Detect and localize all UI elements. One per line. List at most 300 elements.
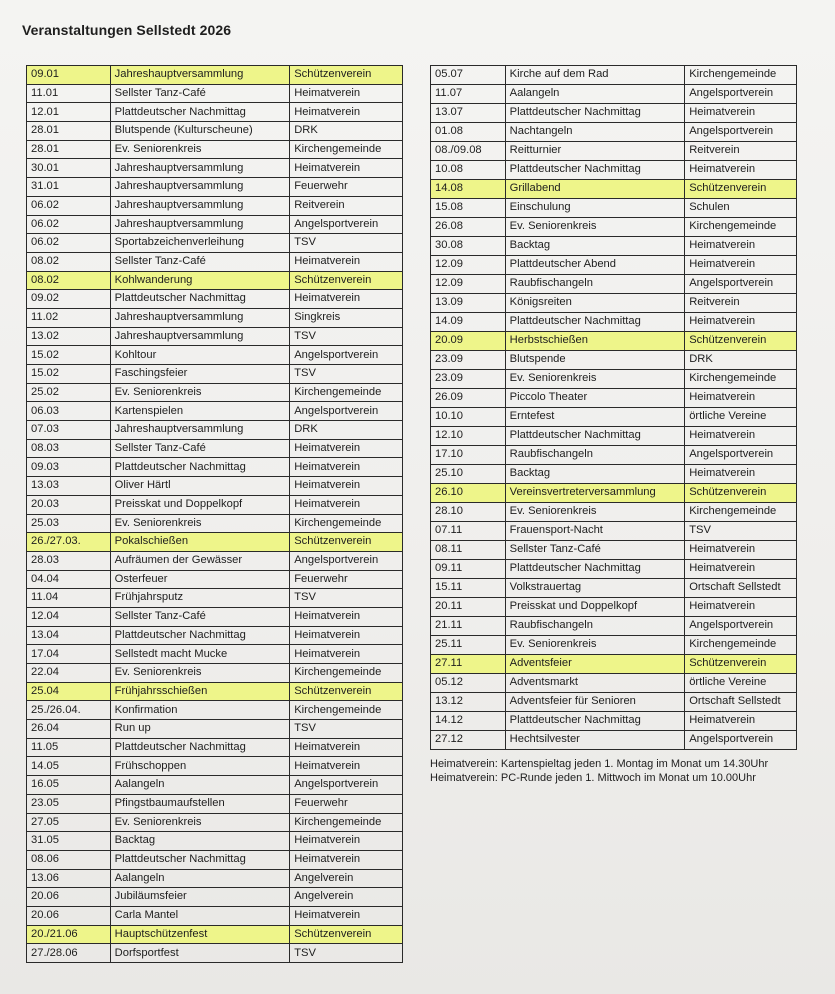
event-organizer: Schützenverein [290, 682, 403, 701]
event-organizer: Heimatverein [290, 458, 403, 477]
event-name: Ev. Seniorenkreis [505, 503, 685, 522]
event-date: 27./28.06 [27, 944, 111, 963]
event-date: 31.05 [27, 832, 111, 851]
event-organizer: Heimatverein [290, 439, 403, 458]
event-organizer: TSV [290, 589, 403, 608]
event-name: Aufräumen der Gewässer [110, 551, 290, 570]
event-organizer: örtliche Vereine [685, 408, 797, 427]
event-organizer: Heimatverein [290, 626, 403, 645]
event-name: Ev. Seniorenkreis [110, 140, 290, 159]
event-date: 11.05 [27, 738, 111, 757]
events-table-left [26, 65, 403, 963]
event-name: Königsreiten [505, 294, 685, 313]
event-date: 06.02 [27, 215, 111, 234]
event-date: 25./26.04. [27, 701, 111, 720]
event-date: 11.04 [27, 589, 111, 608]
event-date: 20.09 [431, 332, 506, 351]
table-row [27, 122, 403, 141]
event-date: 08.02 [27, 252, 111, 271]
event-date: 06.03 [27, 402, 111, 421]
event-organizer: Kirchengemeinde [290, 514, 403, 533]
event-organizer: Angelsportverein [685, 731, 797, 750]
table-row [431, 237, 797, 256]
event-name: Jahreshauptversammlung [110, 196, 290, 215]
event-name: Ev. Seniorenkreis [110, 514, 290, 533]
table-row [431, 180, 797, 199]
event-date: 17.10 [431, 446, 506, 465]
event-name: Sellster Tanz-Café [110, 252, 290, 271]
event-name: Sellster Tanz-Café [505, 541, 685, 560]
event-date: 13.09 [431, 294, 506, 313]
event-date: 01.08 [431, 123, 506, 142]
event-date: 25.11 [431, 636, 506, 655]
event-name: Plattdeutscher Nachmittag [505, 161, 685, 180]
event-organizer: Heimatverein [685, 541, 797, 560]
table-row [27, 626, 403, 645]
event-organizer: Angelsportverein [290, 776, 403, 795]
event-date: 07.11 [431, 522, 506, 541]
event-date: 14.09 [431, 313, 506, 332]
table-row [431, 332, 797, 351]
event-name: Dorfsportfest [110, 944, 290, 963]
event-name: Sportabzeichenverleihung [110, 234, 290, 253]
table-row [431, 446, 797, 465]
event-organizer: TSV [290, 720, 403, 739]
event-date: 12.09 [431, 275, 506, 294]
table-row [431, 427, 797, 446]
table-row [431, 484, 797, 503]
event-name: Kohlwanderung [110, 271, 290, 290]
event-name: Kartenspielen [110, 402, 290, 421]
event-name: Jubiläumsfeier [110, 888, 290, 907]
event-name: Sellster Tanz-Café [110, 439, 290, 458]
event-date: 12.01 [27, 103, 111, 122]
event-organizer: örtliche Vereine [685, 674, 797, 693]
event-name: Pfingstbaumaufstellen [110, 794, 290, 813]
event-organizer: Schulen [685, 199, 797, 218]
notes [430, 757, 768, 785]
event-date: 15.08 [431, 199, 506, 218]
event-name: Plattdeutscher Nachmittag [110, 458, 290, 477]
event-name: Plattdeutscher Nachmittag [110, 103, 290, 122]
event-name: Osterfeuer [110, 570, 290, 589]
event-date: 20.03 [27, 495, 111, 514]
event-name: Einschulung [505, 199, 685, 218]
event-organizer: Heimatverein [290, 757, 403, 776]
event-name: Faschingsfeier [110, 365, 290, 384]
event-date: 20.06 [27, 906, 111, 925]
table-row [431, 655, 797, 674]
event-date: 05.07 [431, 66, 506, 85]
table-row [27, 271, 403, 290]
event-date: 11.02 [27, 308, 111, 327]
event-organizer: Heimatverein [290, 103, 403, 122]
table-row [27, 720, 403, 739]
table-row [431, 674, 797, 693]
table-row [431, 294, 797, 313]
events-table-left-body [27, 66, 403, 963]
event-name: Plattdeutscher Nachmittag [505, 712, 685, 731]
table-row [27, 570, 403, 589]
event-date: 27.12 [431, 731, 506, 750]
event-date: 20./21.06 [27, 925, 111, 944]
event-date: 08./09.08 [431, 142, 506, 161]
table-row [431, 579, 797, 598]
table-row [431, 560, 797, 579]
event-name: Hechtsilvester [505, 731, 685, 750]
event-organizer: Angelsportverein [290, 402, 403, 421]
event-organizer: Heimatverein [290, 906, 403, 925]
table-row [431, 275, 797, 294]
event-organizer: Singkreis [290, 308, 403, 327]
event-date: 08.11 [431, 541, 506, 560]
event-date: 20.06 [27, 888, 111, 907]
note-line: Heimatverein: PC-Runde jeden 1. Mittwoch im Monat um 10.00Uhr [430, 772, 756, 784]
table-row [27, 776, 403, 795]
table-row [27, 850, 403, 869]
table-row [27, 906, 403, 925]
event-name: Plattdeutscher Nachmittag [505, 560, 685, 579]
table-row [27, 308, 403, 327]
event-name: Backtag [110, 832, 290, 851]
table-row [27, 402, 403, 421]
event-date: 08.03 [27, 439, 111, 458]
event-organizer: Kirchengemeinde [290, 664, 403, 683]
event-organizer: Schützenverein [685, 484, 797, 503]
event-date: 09.02 [27, 290, 111, 309]
event-organizer: Feuerwehr [290, 178, 403, 197]
event-organizer: Heimatverein [685, 389, 797, 408]
table-row [27, 84, 403, 103]
event-organizer: Heimatverein [685, 465, 797, 484]
event-name: Sellstedt macht Mucke [110, 645, 290, 664]
event-organizer: Heimatverein [290, 159, 403, 178]
event-organizer: Heimatverein [685, 256, 797, 275]
event-date: 22.04 [27, 664, 111, 683]
event-date: 12.10 [431, 427, 506, 446]
table-row [431, 693, 797, 712]
table-row [27, 664, 403, 683]
table-row [431, 104, 797, 123]
event-date: 09.01 [27, 66, 111, 85]
table-row [27, 794, 403, 813]
event-name: Sellster Tanz-Café [110, 84, 290, 103]
table-row [27, 383, 403, 402]
table-row [431, 522, 797, 541]
event-name: Raubfischangeln [505, 275, 685, 294]
table-row [27, 140, 403, 159]
table-row [431, 389, 797, 408]
event-name: Ev. Seniorenkreis [110, 813, 290, 832]
event-organizer: Kirchengemeinde [290, 813, 403, 832]
event-organizer: Heimatverein [685, 104, 797, 123]
event-organizer: Heimatverein [290, 84, 403, 103]
event-organizer: Angelsportverein [685, 123, 797, 142]
table-row [431, 503, 797, 522]
event-name: Raubfischangeln [505, 446, 685, 465]
event-organizer: Schützenverein [685, 180, 797, 199]
event-name: Herbstschießen [505, 332, 685, 351]
event-organizer: Heimatverein [290, 290, 403, 309]
table-row [27, 495, 403, 514]
event-date: 15.02 [27, 346, 111, 365]
event-name: Grillabend [505, 180, 685, 199]
table-row [431, 351, 797, 370]
table-row [431, 161, 797, 180]
event-date: 06.02 [27, 234, 111, 253]
event-date: 12.04 [27, 607, 111, 626]
table-row [431, 313, 797, 332]
event-organizer: Angelsportverein [290, 551, 403, 570]
event-date: 26.09 [431, 389, 506, 408]
event-organizer: Feuerwehr [290, 570, 403, 589]
table-row [27, 869, 403, 888]
event-date: 13.12 [431, 693, 506, 712]
table-row [431, 142, 797, 161]
event-name: Konfirmation [110, 701, 290, 720]
event-organizer: Kirchengemeinde [290, 701, 403, 720]
event-date: 23.09 [431, 370, 506, 389]
table-row [27, 477, 403, 496]
event-organizer: DRK [290, 122, 403, 141]
event-name: Adventsmarkt [505, 674, 685, 693]
event-organizer: Heimatverein [290, 252, 403, 271]
table-row [27, 888, 403, 907]
event-organizer: Heimatverein [685, 598, 797, 617]
table-row [431, 123, 797, 142]
table-row [27, 551, 403, 570]
table-row [27, 439, 403, 458]
event-organizer: Ortschaft Sellstedt [685, 579, 797, 598]
event-organizer: Heimatverein [685, 237, 797, 256]
event-date: 08.02 [27, 271, 111, 290]
event-name: Erntefest [505, 408, 685, 427]
event-name: Jahreshauptversammlung [110, 178, 290, 197]
table-row [27, 607, 403, 626]
event-name: Ev. Seniorenkreis [505, 636, 685, 655]
event-organizer: Heimatverein [685, 427, 797, 446]
event-organizer: Angelverein [290, 869, 403, 888]
event-name: Aalangeln [505, 85, 685, 104]
event-date: 12.09 [431, 256, 506, 275]
table-row [27, 589, 403, 608]
event-name: Adventsfeier [505, 655, 685, 674]
event-name: Aalangeln [110, 776, 290, 795]
event-date: 25.03 [27, 514, 111, 533]
event-name: Kohltour [110, 346, 290, 365]
event-date: 11.07 [431, 85, 506, 104]
table-row [431, 598, 797, 617]
event-date: 13.04 [27, 626, 111, 645]
event-name: Backtag [505, 465, 685, 484]
event-organizer: Schützenverein [685, 332, 797, 351]
event-date: 09.11 [431, 560, 506, 579]
event-name: Frauensport-Nacht [505, 522, 685, 541]
event-organizer: Angelsportverein [685, 275, 797, 294]
event-organizer: Kirchengemeinde [685, 218, 797, 237]
event-organizer: Heimatverein [290, 495, 403, 514]
table-row [27, 757, 403, 776]
table-row [27, 925, 403, 944]
events-table-right-body [431, 66, 797, 750]
event-date: 10.10 [431, 408, 506, 427]
event-date: 26.04 [27, 720, 111, 739]
event-organizer: Heimatverein [290, 850, 403, 869]
note-line: Heimatverein: Kartenspieltag jeden 1. Montag im Monat um 14.30Uhr [430, 758, 769, 770]
event-organizer: TSV [685, 522, 797, 541]
event-date: 20.11 [431, 598, 506, 617]
table-row [27, 421, 403, 440]
event-date: 13.07 [431, 104, 506, 123]
table-row [27, 514, 403, 533]
event-organizer: Heimatverein [685, 712, 797, 731]
event-name: Jahreshauptversammlung [110, 308, 290, 327]
event-organizer: DRK [685, 351, 797, 370]
event-name: Jahreshauptversammlung [110, 327, 290, 346]
event-organizer: TSV [290, 234, 403, 253]
event-name: Frühjahrsschießen [110, 682, 290, 701]
event-organizer: Kirchengemeinde [290, 140, 403, 159]
table-row [431, 712, 797, 731]
event-date: 27.05 [27, 813, 111, 832]
event-name: Plattdeutscher Nachmittag [505, 313, 685, 332]
event-name: Carla Mantel [110, 906, 290, 925]
event-organizer: Heimatverein [685, 161, 797, 180]
event-name: Pokalschießen [110, 533, 290, 552]
event-name: Jahreshauptversammlung [110, 66, 290, 85]
event-date: 10.08 [431, 161, 506, 180]
event-name: Blutspende (Kulturscheune) [110, 122, 290, 141]
event-organizer: Angelverein [290, 888, 403, 907]
event-name: Plattdeutscher Nachmittag [110, 850, 290, 869]
event-organizer: Angelsportverein [685, 617, 797, 636]
event-date: 16.05 [27, 776, 111, 795]
event-name: Raubfischangeln [505, 617, 685, 636]
event-organizer: Heimatverein [685, 560, 797, 579]
table-row [27, 252, 403, 271]
event-organizer: Angelsportverein [290, 215, 403, 234]
event-date: 30.01 [27, 159, 111, 178]
event-date: 04.04 [27, 570, 111, 589]
table-row [27, 103, 403, 122]
event-organizer: Schützenverein [290, 66, 403, 85]
table-row [27, 738, 403, 757]
event-organizer: Heimatverein [290, 738, 403, 757]
event-date: 08.06 [27, 850, 111, 869]
event-date: 21.11 [431, 617, 506, 636]
event-name: Plattdeutscher Nachmittag [505, 104, 685, 123]
event-name: Sellster Tanz-Café [110, 607, 290, 626]
event-organizer: Kirchengemeinde [685, 503, 797, 522]
table-row [27, 645, 403, 664]
event-date: 25.02 [27, 383, 111, 402]
page-title: Veranstaltungen Sellstedt 2026 [22, 22, 232, 38]
table-row [431, 541, 797, 560]
event-name: Preisskat und Doppelkopf [505, 598, 685, 617]
event-date: 06.02 [27, 196, 111, 215]
table-row [431, 636, 797, 655]
event-name: Nachtangeln [505, 123, 685, 142]
event-name: Aalangeln [110, 869, 290, 888]
event-organizer: DRK [290, 421, 403, 440]
table-row [431, 731, 797, 750]
event-date: 15.11 [431, 579, 506, 598]
event-date: 13.03 [27, 477, 111, 496]
event-name: Ev. Seniorenkreis [110, 383, 290, 402]
event-name: Plattdeutscher Nachmittag [110, 738, 290, 757]
event-name: Preisskat und Doppelkopf [110, 495, 290, 514]
event-date: 17.04 [27, 645, 111, 664]
event-date: 30.08 [431, 237, 506, 256]
table-row [27, 458, 403, 477]
event-date: 23.05 [27, 794, 111, 813]
table-row [27, 346, 403, 365]
event-organizer: Schützenverein [290, 533, 403, 552]
event-date: 25.04 [27, 682, 111, 701]
event-organizer: Reitverein [290, 196, 403, 215]
event-date: 11.01 [27, 84, 111, 103]
event-organizer: Kirchengemeinde [685, 636, 797, 655]
event-organizer: Reitverein [685, 294, 797, 313]
event-name: Frühjahrsputz [110, 589, 290, 608]
event-name: Backtag [505, 237, 685, 256]
event-date: 14.08 [431, 180, 506, 199]
event-name: Plattdeutscher Abend [505, 256, 685, 275]
event-date: 26.08 [431, 218, 506, 237]
event-date: 28.03 [27, 551, 111, 570]
event-name: Hauptschützenfest [110, 925, 290, 944]
event-name: Volkstrauertag [505, 579, 685, 598]
event-date: 14.12 [431, 712, 506, 731]
event-date: 23.09 [431, 351, 506, 370]
event-date: 27.11 [431, 655, 506, 674]
event-organizer: Kirchengemeinde [290, 383, 403, 402]
table-row [27, 290, 403, 309]
table-row [27, 159, 403, 178]
event-organizer: Reitverein [685, 142, 797, 161]
event-date: 05.12 [431, 674, 506, 693]
event-organizer: Angelsportverein [685, 85, 797, 104]
event-date: 09.03 [27, 458, 111, 477]
event-organizer: Kirchengemeinde [685, 370, 797, 389]
event-name: Jahreshauptversammlung [110, 421, 290, 440]
event-name: Blutspende [505, 351, 685, 370]
event-date: 15.02 [27, 365, 111, 384]
event-name: Plattdeutscher Nachmittag [505, 427, 685, 446]
table-row [27, 196, 403, 215]
event-date: 25.10 [431, 465, 506, 484]
event-name: Ev. Seniorenkreis [110, 664, 290, 683]
event-organizer: Schützenverein [685, 655, 797, 674]
event-date: 28.01 [27, 140, 111, 159]
event-date: 13.02 [27, 327, 111, 346]
table-row [431, 218, 797, 237]
table-row [431, 199, 797, 218]
event-organizer: TSV [290, 327, 403, 346]
table-row [27, 533, 403, 552]
event-organizer: Angelsportverein [685, 446, 797, 465]
table-row [431, 408, 797, 427]
event-name: Vereinsvertreterversammlung [505, 484, 685, 503]
event-date: 14.05 [27, 757, 111, 776]
table-row [431, 256, 797, 275]
event-organizer: Heimatverein [290, 477, 403, 496]
event-organizer: Schützenverein [290, 925, 403, 944]
table-row [27, 832, 403, 851]
table-row [27, 682, 403, 701]
event-name: Kirche auf dem Rad [505, 66, 685, 85]
event-organizer: Angelsportverein [290, 346, 403, 365]
